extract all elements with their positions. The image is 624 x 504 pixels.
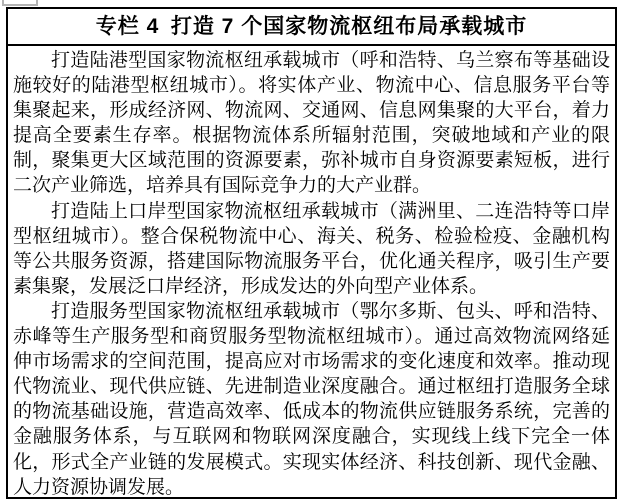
- paragraph-border-port-hubs: 打造陆上口岸型国家物流枢纽承载城市（满洲里、二连浩特等口岸型枢纽城市）。整合保税物流中心、海关、税务、检验检疫、金融机构等公共服务资源，搭建国际物流服务平台，优化通关程序，吸引生产要素集聚，发展泛口岸经济，形成发达的外向型产业体系。: [13, 200, 610, 297]
- crop-artifact-border: [2, 0, 38, 6]
- paragraph-service-hubs: 打造服务型国家物流枢纽承载城市（鄂尔多斯、包头、呼和浩特、赤峰等生产服务型和商贸服务型物流枢纽城市）。通过高效物流网络延伸市场需求的空间范围，提高应对市场需求的变化速度和效率。推动现代物流业、现代供应链、先进制造业深度融合。通过枢纽打造服务全球的物流基础设施，营造高效率、低成本的物流供应链服务系统，完善的金融服务体系，与互联网和物联网深度融合，实现线上线下完全一体化，形式全产业链的发展模式。实现实体经济、科技创新、现代金融、人力资源协调发展。: [13, 300, 610, 498]
- box-title-text: 打造 7 个国家物流枢纽布局承载城市: [170, 15, 528, 38]
- column-box: [6, 7, 617, 499]
- box-title-label: 专栏 4: [95, 15, 160, 38]
- box-body: [8, 46, 615, 500]
- paragraph-land-port-hubs: 打造陆港型国家物流枢纽承载城市（呼和浩特、乌兰察布等基础设施较好的陆港型枢纽城市）。将实体产业、物流中心、信息服务平台等集聚起来，形成经济网、物流网、交通网、信息网集聚的大平台，着力提高全要素生存率。根据物流体系所辐射范围，突破地域和产业的限制，聚集更大区域范围的资源要素，弥补城市自身资源要素短板，进行二次产业筛选，培养具有国际竞争力的大产业群。: [13, 50, 610, 197]
- box-title: [8, 9, 615, 46]
